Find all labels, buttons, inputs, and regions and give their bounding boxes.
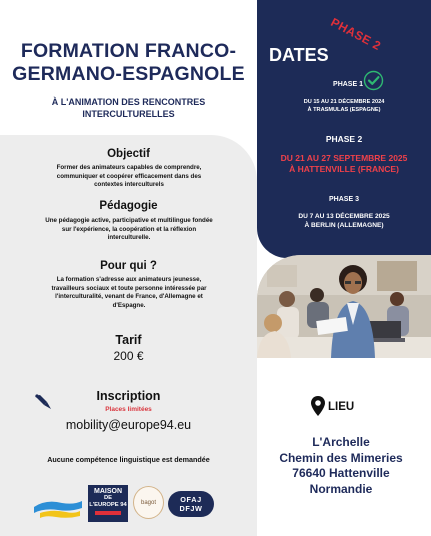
phase-1-date-line-1: DU 15 AU 21 DÉCEMBRE 2024 — [303, 99, 385, 105]
bagot-logo — [133, 486, 164, 519]
address-line-1: L'Archelle — [312, 435, 370, 449]
title-line-1: FORMATION FRANCO- — [20, 40, 237, 62]
pour-qui-text: La formation s'adresse aux animateurs jeunesse, travailleurs sociaux et toute personne intéressée par l'interculturalité, venant de France, d'Allemagne et d'Espagne. — [51, 276, 207, 309]
phase-2-label: PHASE 2 — [325, 134, 363, 144]
bagot-logo-text: bagot — [140, 500, 156, 506]
dates-title: DATES — [269, 45, 329, 65]
lieu-label: LIEU — [328, 401, 355, 413]
phase-1-label: PHASE 1 — [333, 81, 363, 88]
maison-logo-line-2: DE — [103, 495, 113, 501]
map-pin-icon — [311, 396, 325, 416]
maison-logo-line-3: L'EUROPE 94 — [89, 502, 127, 508]
phase-3-date-line-2: À BERLIN (ALLEMAGNE) — [304, 221, 384, 229]
phase-badge: PHASE 2 — [328, 15, 384, 54]
phase-2-dates — [257, 153, 431, 175]
pour-qui-title: Pour qui ? — [100, 260, 157, 272]
inscription-title: Inscription — [96, 389, 161, 403]
phase-3-dates — [257, 213, 431, 230]
tarif-title: Tarif — [115, 333, 142, 347]
language-notice: Aucune compétence linguistique est demandée — [47, 455, 210, 464]
tarif-value: 200 € — [113, 349, 144, 363]
phase-2-date-line-2: À HATTENVILLE (FRANCE) — [289, 164, 399, 174]
address-line-3: 76640 Hattenville — [292, 466, 390, 480]
maison-logo-line-1: MAISON — [94, 488, 122, 495]
phase-3-date-line-1: DU 7 AU 13 DÉCEMBRE 2025 — [298, 213, 390, 220]
contact-email[interactable]: mobility@europe94.eu — [65, 418, 192, 432]
objectif-text: Former des animateurs capables de comprendre, communiquer et coopérer efficacement dans des contextes interculturels — [56, 164, 202, 188]
main-title — [0, 40, 257, 86]
phase-2-date-line-1: DU 21 AU 27 SEPTEMBRE 2025 — [280, 153, 408, 163]
phase-1-dates — [257, 99, 431, 114]
pedagogie-title: Pédagogie — [99, 200, 158, 212]
ofaj-logo-line-1: OFAJ — [180, 495, 202, 504]
subtitle-line-1: À L'ANIMATION DES RENCONTRES — [51, 97, 206, 107]
phase-1-date-line-2: À TRASMULAS (ESPAGNE) — [307, 106, 381, 113]
jeunesse-logo — [32, 495, 84, 521]
ofaj-logo-line-2: DFJW — [179, 504, 203, 513]
objectif-title: Objectif — [107, 148, 150, 160]
venue-address — [257, 435, 425, 497]
team-photo — [257, 255, 431, 358]
address-line-2: Chemin des Mimeries — [279, 450, 403, 465]
phase-3-label: PHASE 3 — [329, 196, 359, 203]
places-limitees: Places limitées — [105, 406, 152, 413]
title-line-2: GERMANO-ESPAGNOLE — [12, 63, 245, 85]
check-circle-icon — [363, 70, 384, 91]
subtitle-line-2: INTERCULTURELLES — [82, 109, 175, 119]
maison-europe-logo — [88, 485, 128, 522]
address-line-4: Normandie — [309, 481, 373, 496]
pedagogie-text: Une pédagogie active, participative et multilingue fondée sur l'expérience, la coopération et la réflexion interculturelle. — [45, 217, 213, 241]
subtitle — [0, 96, 257, 120]
ofaj-logo — [168, 491, 214, 517]
maison-logo-bar — [95, 511, 121, 515]
